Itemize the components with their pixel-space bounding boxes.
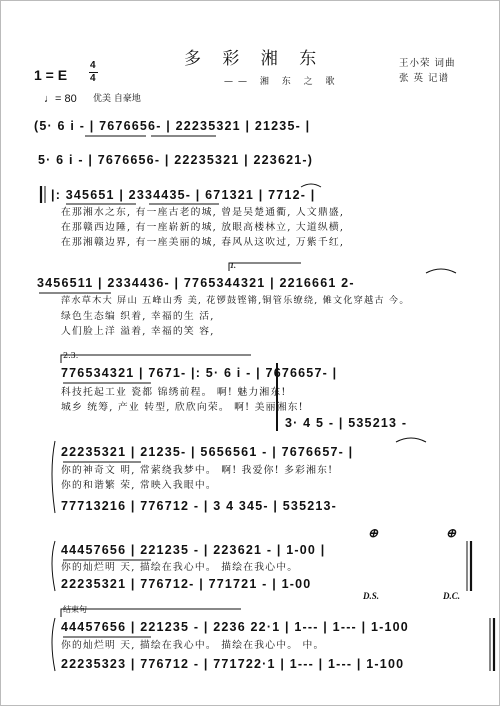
lyric-line-4-verse-3: 人们脸上洋 溢着, 幸福的笑 容, (61, 326, 215, 337)
notation-line-5-lower: 3· 4 5 - | 535213 - (285, 416, 408, 430)
notation-line-7: 44457656 | 221235 - | 223621 - | 1-00 | (61, 543, 326, 557)
notation-line-8-lower: 22235323 | 776712 - | 771722·1 | 1--- | 1--- | 1-100 (61, 657, 405, 671)
notation-line-4: 3456511 | 2334436- | 7765344321 | 2216661 2- (37, 276, 355, 290)
lyric-line-7: 你的灿烂明 天, 描绘在我心中。 描绘在我心中。 (61, 562, 299, 573)
coda-sign-2: ⊕ (446, 526, 457, 540)
lyric-line-5-verse-1: 科技托起工业 瓷都 锦绣前程。 啊! 魅力湘东! (61, 387, 287, 398)
lyric-line-3-verse-2: 在那赣西边陲, 有一座崭新的城, 放眼高楼林立, 大道纵横, (61, 222, 345, 233)
notation-line-5: 776534321 | 7671- |: 5· 6 i - | 7676657- | (61, 366, 338, 380)
dc-mark: D.C. (443, 591, 461, 601)
lyricist-credit: 王小荣 词曲 (399, 58, 456, 69)
notation-line-7-lower: 22235321 | 776712- | 771721 - | 1-00 (61, 577, 312, 591)
notation-line-6: 22235321 | 21235- | 5656561 - | 7676657- | (61, 445, 354, 459)
tempo-marking: ♩= 80 (44, 93, 77, 105)
lyric-line-3-verse-1: 在那湘水之东, 有一座古老的城, 曾是吴楚通衢, 人文鼎盛, (61, 207, 345, 218)
score-engraving (1, 1, 500, 707)
notation-line-1: (5· 6 i - | 7676656- | 22235321 | 21235- | (34, 119, 311, 133)
ds-mark: D.S. (363, 591, 380, 601)
song-subtitle: —— 湘 东 之 歌 (224, 77, 340, 87)
notation-line-8: 44457656 | 221235 - | 2236 22·1 | 1--- | 1--- | 1-100 (61, 620, 409, 634)
key-signature: 1 = E (34, 67, 68, 83)
lyric-line-6-verse-2: 你的和谐繁 荣, 常映入我眼中。 (61, 480, 217, 491)
volta-2-3: 2.3. (63, 351, 79, 360)
expression-marking: 优美 自豪地 (93, 94, 141, 104)
volta-1: 1. (230, 261, 236, 270)
song-title: 多 彩 湘 东 (184, 49, 325, 69)
lyric-line-8: 你的灿烂明 天, 描绘在我心中。 描绘在我心中。 中。 (61, 640, 325, 651)
lyric-line-4-verse-1: 萍水草木大 屏山 五峰山秀 美, 花锣鼓铿锵,铜管乐缭绕, 傩文化穿越古 今。 (61, 295, 410, 306)
notation-line-3: |: 345651 | 2334435- | 671321 | 7712- | (51, 188, 316, 202)
lyric-line-6-verse-1: 你的神奇文 明, 常萦绕我梦中。 啊! 我爱你! 多彩湘东! (61, 465, 334, 476)
notation-line-6-lower: 77713216 | 776712 - | 3 4 345- | 535213- (61, 499, 338, 513)
lyric-line-5-verse-2: 城乡 统筹, 产业 转型, 欣欣向荣。 啊! 美丽湘东! (61, 402, 304, 413)
notation-line-2: 5· 6 i - | 7676656- | 22235321 | 223621-) (38, 153, 314, 167)
ending-label: 结束句 (63, 605, 87, 614)
arranger-credit: 张 英 记谱 (399, 73, 450, 84)
time-signature-bottom: 4 (90, 73, 96, 84)
coda-sign-1: ⊕ (368, 526, 379, 540)
time-signature-top: 4 (90, 60, 96, 71)
lyric-line-4-verse-2: 绿色生态编 织着, 幸福的生 活, (61, 311, 215, 322)
lyric-line-3-verse-3: 在那湘赣边界, 有一座美丽的城, 春风从这吹过, 万紫千红, (61, 237, 345, 248)
